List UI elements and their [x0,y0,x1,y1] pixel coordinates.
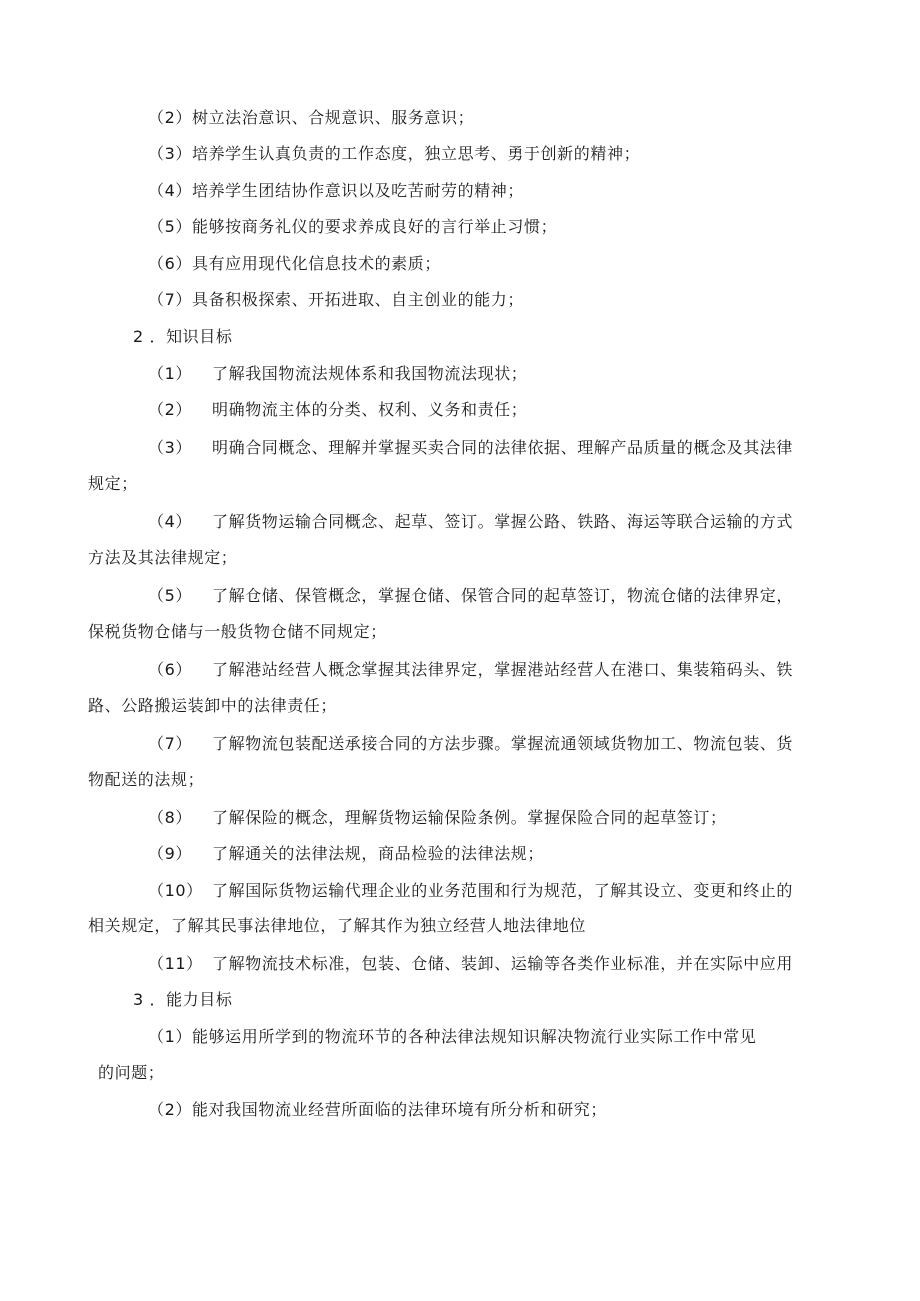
item-number: （5） [148,217,192,236]
item-number: （5） [148,586,192,605]
list-item-continuation: 规定； [88,474,138,493]
item-number: （7） [148,734,192,753]
item-text: 了解通关的法律法规，商品检验的法律法规； [212,844,545,863]
item-text: 明确物流主体的分类、权利、义务和责任； [212,400,528,419]
item-text: 具备积极探索、开拓进取、自主创业的能力； [191,290,524,309]
item-number: （4） [148,512,192,531]
list-item [148,144,640,164]
item-text: 了解我国物流法规体系和我国物流法现状； [212,364,528,383]
list-item [148,217,557,237]
list-item [148,512,793,532]
item-number: （8） [148,808,192,827]
list-item [148,364,527,384]
item-number: （2） [148,108,192,127]
item-text: 了解物流包装配送承接合同的方法步骤。掌握流通领域货物加工、物流包装、货 [212,734,794,753]
item-text: 明确合同概念、理解并掌握买卖合同的法律依据、理解产品质量的概念及其法律 [212,438,794,457]
section-heading-ability: 3 ．能力目标 [133,990,233,1009]
item-number: （3） [148,144,192,163]
item-number: （7） [148,290,192,309]
item-text: 了解保险的概念，理解货物运输保险条例。掌握保险合同的起草签订； [212,808,727,827]
item-number: （6） [148,660,192,679]
list-item [148,734,793,754]
list-item [148,290,524,310]
item-number: （1） [148,1027,192,1046]
list-item [148,1027,756,1047]
item-number: （10） [148,881,203,900]
item-number: （2） [148,1100,192,1119]
item-number: （3） [148,438,192,457]
item-number: （6） [148,254,192,273]
list-item [148,586,793,606]
list-item-continuation: 物配送的法规； [88,770,205,789]
section-heading-knowledge: 2 ．知识目标 [133,327,233,346]
item-text: 树立法治意识、合规意识、服务意识； [191,108,475,127]
item-text: 具有应用现代化信息技术的素质； [191,254,441,273]
list-item [148,108,474,128]
item-number: （9） [148,844,192,863]
item-text: 能够运用所学到的物流环节的各种法律法规知识解决物流行业实际工作中常见 [191,1027,757,1046]
list-item [148,954,793,974]
list-item-continuation: 相关规定，了解其民事法律地位，了解其作为独立经营人地法律地位 [88,916,587,935]
item-text: 能够按商务礼仪的要求养成良好的言行举止习惯； [191,217,558,236]
list-item [148,400,527,420]
item-text: 了解港站经营人概念掌握其法律界定，掌握港站经营人在港口、集装箱码头、铁 [212,660,794,679]
list-item [148,808,727,828]
item-text: 了解仓储、保管概念，掌握仓储、保管合同的起草签订，物流仓储的法律界定， [212,586,794,605]
list-item [148,254,441,274]
list-item [148,1100,607,1120]
item-number: （2） [148,400,192,419]
list-item-continuation: 的问题； [98,1063,165,1082]
item-number: （4） [148,181,192,200]
list-item [148,438,793,458]
item-text: 培养学生认真负责的工作态度，独立思考、勇于创新的精神； [191,144,641,163]
item-text: 了解物流技术标准，包装、仓储、装卸、运输等各类作业标准，并在实际中应用 [212,954,794,973]
item-text: 了解货物运输合同概念、起草、签订。掌握公路、铁路、海运等联合运输的方式 [212,512,794,531]
item-text: 能对我国物流业经营所面临的法律环境有所分析和研究； [191,1100,607,1119]
item-number: （1） [148,364,192,383]
list-item [148,844,544,864]
item-number: （11） [148,954,203,973]
list-item-continuation: 方法及其法律规定； [88,548,238,567]
list-item [148,881,793,901]
list-item [148,181,524,201]
item-text: 培养学生团结协作意识以及吃苦耐劳的精神； [191,181,524,200]
list-item-continuation: 路、公路搬运装卸中的法律责任； [88,696,338,715]
list-item-continuation: 保税货物仓储与一般货物仓储不同规定； [88,622,387,641]
item-text: 了解国际货物运输代理企业的业务范围和行为规范，了解其设立、变更和终止的 [212,881,794,900]
list-item [148,660,793,680]
